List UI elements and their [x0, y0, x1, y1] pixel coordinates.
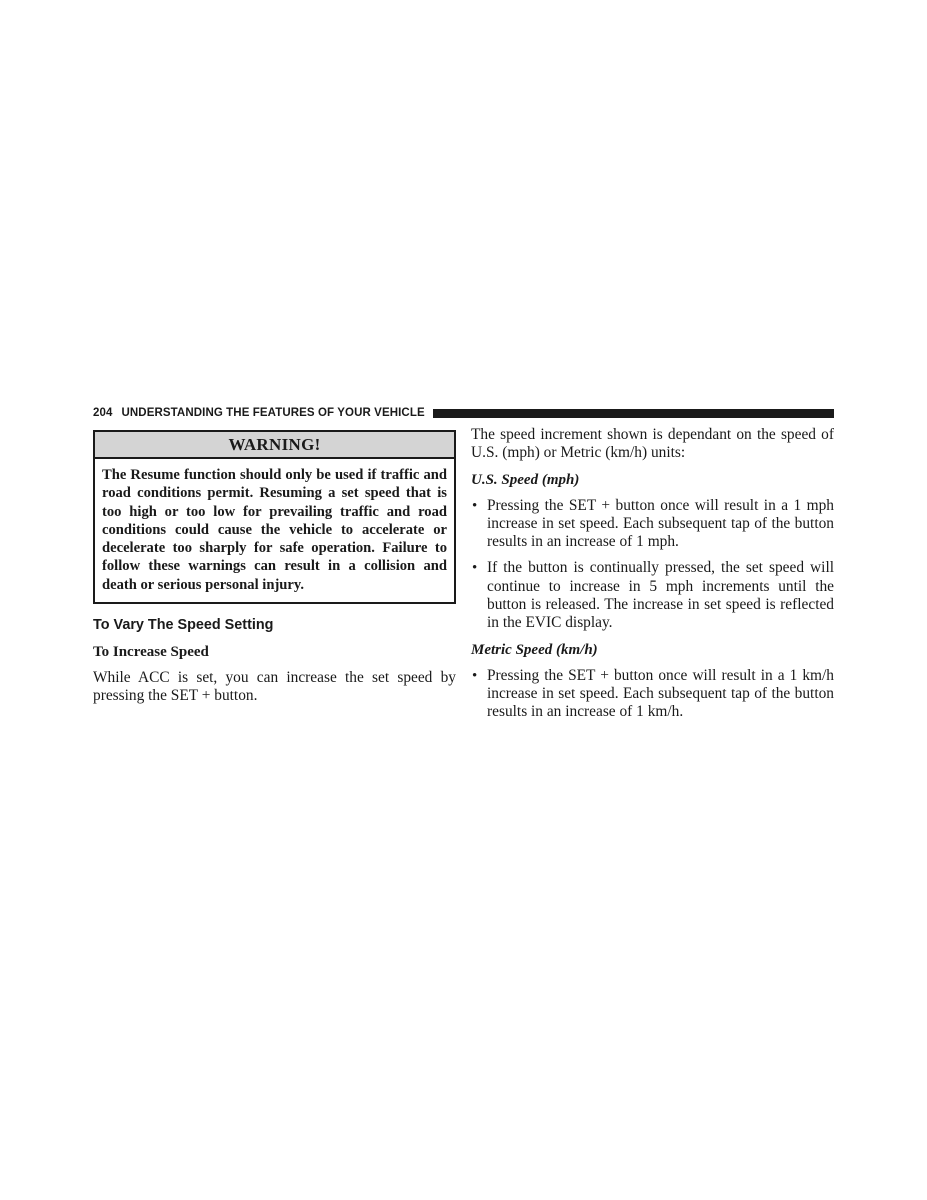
right-column	[471, 426, 834, 730]
warning-box	[93, 430, 456, 604]
page-header	[93, 405, 834, 421]
us-speed-list	[471, 497, 834, 633]
list-item-text: Pressing the SET + button once will result in a 1 km/h increase in set speed. Each subsequent tap of the button results in an increase of 1 km/h.	[487, 666, 834, 721]
metric-speed-list	[471, 667, 834, 722]
list-item-text: Pressing the SET + button once will result in a 1 mph increase in set speed. Each subsequent tap of the button results in an increase of 1 mph.	[487, 496, 834, 551]
metric-speed-heading: Metric Speed (km/h)	[471, 641, 598, 658]
page-number: 204	[93, 407, 113, 419]
us-speed-heading: U.S. Speed (mph)	[471, 471, 580, 488]
intro-paragraph: The speed increment shown is dependant on the speed of U.S. (mph) or Metric (km/h) units:	[471, 426, 834, 462]
bullet-icon: •	[472, 667, 478, 684]
section-heading: To Vary The Speed Setting	[93, 617, 274, 634]
list-item-text: If the button is continually pressed, the set speed will continue to increase in 5 mph increments until the button is released. The increase in set speed is reflected in the EVIC display.	[487, 559, 834, 632]
warning-text: The Resume function should only be used if traffic and road conditions permit. Resuming a set speed that is too high or too low for prevailing traffic and road conditions could cause the vehicle to accelerate or decelerate too sharply for safe operation. Failure to follow these warnings can result in a collision and death or serious personal injury.	[102, 467, 447, 593]
bullet-icon: •	[472, 560, 478, 577]
list-item	[471, 497, 834, 552]
list-item	[471, 667, 834, 722]
bullet-icon: •	[472, 497, 478, 514]
chapter-title: UNDERSTANDING THE FEATURES OF YOUR VEHICLE	[121, 407, 425, 419]
subheading-increase-speed: To Increase Speed	[93, 644, 209, 661]
header-rule	[433, 409, 834, 418]
warning-title: WARNING!	[95, 432, 454, 459]
left-column	[93, 430, 456, 706]
increase-speed-paragraph: While ACC is set, you can increase the set speed by pressing the SET + button.	[93, 669, 456, 705]
list-item	[471, 559, 834, 632]
